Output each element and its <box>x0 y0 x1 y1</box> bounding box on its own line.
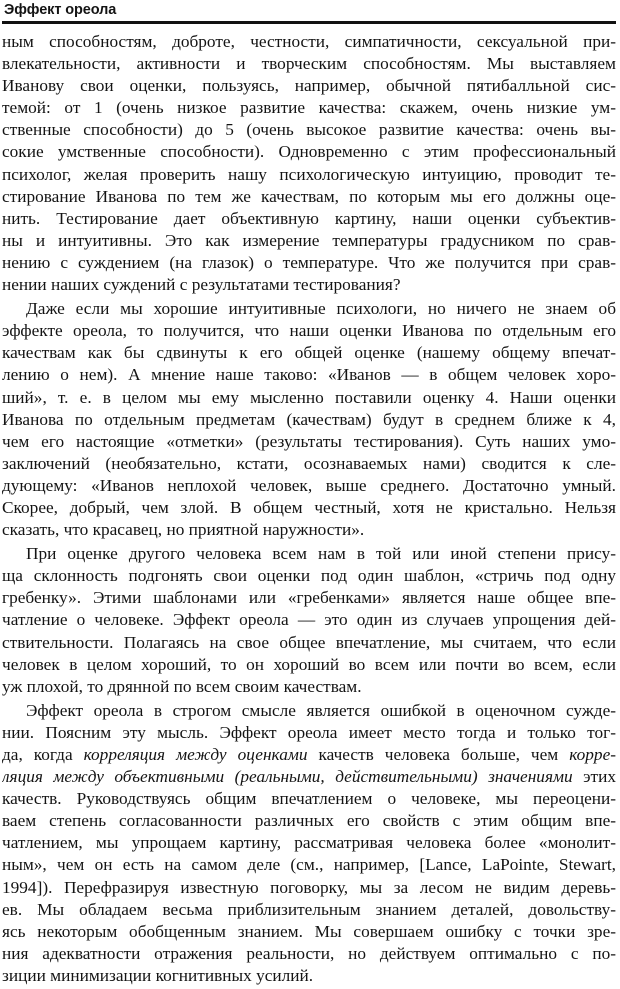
text-line: нении наших суждений с результатами тестирования? <box>2 275 401 295</box>
text-line: сокие умственные способности). Одновременно с этим профессиональный <box>2 142 616 162</box>
text-line: чатление о человеке. Эффект ореола — это один из случаев упрощения дей- <box>2 610 616 630</box>
text-line: эффекте ореола, то получится, что наши оценки Иванова по отдельным его <box>2 321 616 341</box>
header-rule <box>2 21 616 24</box>
paragraph-1 <box>2 31 616 296</box>
text-line: Скорее, добрый, чем злой. В общем честный, хотя не кристально. Нельзя <box>2 497 616 517</box>
text-line: качеств. Руководствуясь общим впечатлением о человеке, мы переоцени- <box>2 789 616 809</box>
italic-phrase: корре- <box>569 745 616 764</box>
text-line: темой: от 1 (очень низкое развитие качества: скажем, очень низкие ум- <box>2 98 616 118</box>
text-line: уж плохой, то дрянной по всем своим качествам. <box>2 676 362 696</box>
text-line: ния адекватности отражения реальности, но действуем оптимально с по- <box>2 943 616 963</box>
text-line: ствительности. Полагаясь на свое общее впечатление, мы считаем, что если <box>2 632 616 652</box>
text-line: заключений (необязательно, кстати, осознаваемых нами) сводится к сле- <box>2 453 616 473</box>
text-line: чем его настоящие «отметки» (результаты тестирования). Суть наших умо- <box>2 431 616 451</box>
running-header: Эффект ореола <box>4 2 117 18</box>
text-line: влекательности, активности и творческим способностям. Мы выставляем <box>2 54 616 74</box>
paragraph-3 <box>2 543 616 698</box>
text-line: При оценке другого человека всем нам в той или иной степени прису- <box>26 544 616 564</box>
text-line: нению с суждением (на глазок) о температуре. Что же получится при срав- <box>2 252 616 272</box>
text-line: ев. Мы обладаем весьма приблизительным знанием деталей, довольству- <box>2 899 616 919</box>
italic-phrase: ляция между объективными (реальными, действительными) значениями <box>2 767 573 787</box>
text-line: зиции минимизации когнитивных усилий. <box>2 965 314 985</box>
paragraph-4 <box>2 700 616 987</box>
text-line: чатлением, мы упрощаем картину, рассматривая человека более «монолит- <box>2 833 616 853</box>
text-line-with-italics: да, когда корреляция между оценками качеств человека больше, чем корре- <box>2 745 616 764</box>
text-line: ным способностям, доброте, честности, симпатичности, сексуальной при- <box>2 32 616 51</box>
text-line: ший», т. е. в целом мы ему мысленно поставили оценку 4. Наши оценки <box>2 387 616 407</box>
paragraph-2 <box>2 298 616 541</box>
text-line: нить. Тестирование дает объективную картину, наши оценки субъектив- <box>2 208 616 228</box>
text-line: лению о нем). А мнение наше таково: «Иванов — в общем человек хоро- <box>2 365 616 385</box>
text-line: качествам как бы сдвинуты к его общей оценке (нашему общему впечат- <box>2 343 616 363</box>
text-line: гребенку». Этими шаблонами или «гребенками» является наше общее впе- <box>2 588 616 608</box>
text-line: ны и интуитивны. Это как измерение температуры градусником по срав- <box>2 230 616 250</box>
text-line: нии. Поясним эту мысль. Эффект ореола имеет место тогда и только тог- <box>2 722 616 742</box>
text-line-with-italics: ляция между объективными (реальными, действительными) значениями этих <box>2 767 616 787</box>
text-line: человек в целом хороший, то он хороший во всем или почти во всем, если <box>2 654 616 674</box>
text-line: Иванова по отдельным предметам (качествам) будут в среднем ближе к 4, <box>2 409 616 429</box>
text-line: дующему: «Иванов неплохой человек, выше среднего. Достаточно умный. <box>2 475 616 495</box>
body-text <box>2 31 616 989</box>
text-line: ным», чем он есть на самом деле (см., например, [Lance, LaPointe, Stewart, <box>2 855 616 875</box>
text-line: Иванову свои оценки, пользуясь, например, обычной пятибалльной сис- <box>2 76 616 96</box>
text-line: 1994]). Перефразируя известную поговорку, мы за лесом не видим деревь- <box>2 877 616 897</box>
text-line: Даже если мы хорошие интуитивные психологи, но ничего не знаем об <box>26 299 616 319</box>
text-line: ясь некоторым обобщенным знанием. Мы совершаем ошибку с точки зре- <box>2 921 616 941</box>
text-line: стирование Иванова по тем же качествам, по которым мы его должны оце- <box>2 186 616 206</box>
text-line: психолог, желая проверить нашу психологическую интуицию, проводит те- <box>2 164 616 184</box>
italic-phrase: корреляция между оценками <box>83 745 308 764</box>
text-line: сказать, что красавец, но приятной наружности». <box>2 520 365 540</box>
text-line: ственные способности) до 5 (очень высокое развитие качества: очень вы- <box>2 120 616 140</box>
text-line: ваем степень согласованности различных его свойств с этим общим впе- <box>2 811 616 831</box>
text-line: Эффект ореола в строгом смысле является ошибкой в оценочном сужде- <box>26 700 616 720</box>
text-line: ща склонность подгонять свои оценки под один шаблон, «стричь под одну <box>2 566 616 586</box>
